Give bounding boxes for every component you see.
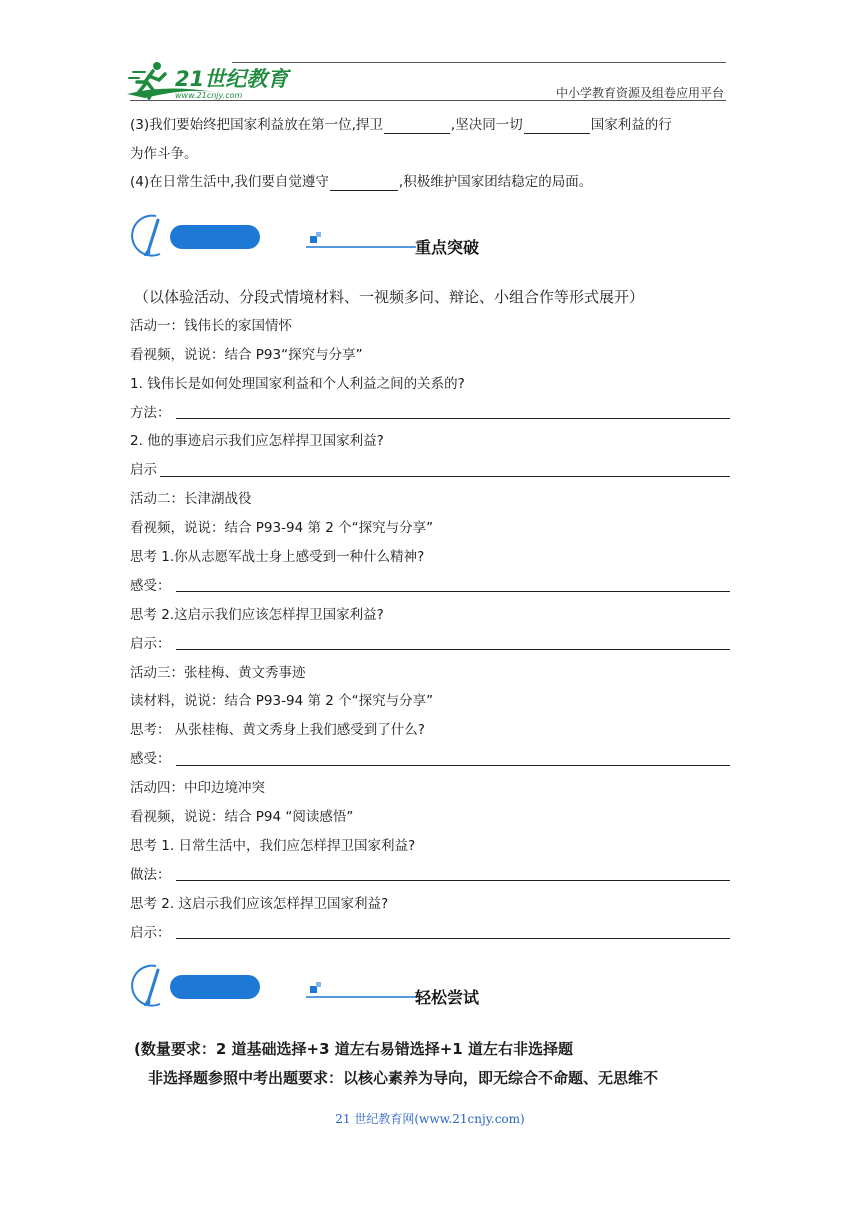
activity-4-instruction: 看视频，说说：结合 P94 “阅读感悟” [130, 809, 354, 825]
intro-item-3-text-c: 国家利益的行 [590, 117, 672, 133]
footer-site[interactable]: 21 世纪教育网(www.21cnjy.com) [335, 1112, 525, 1126]
section-title-practice: 轻松尝试 [415, 988, 480, 1007]
answer-line-practice[interactable] [176, 880, 730, 881]
answer-line-insight-1[interactable] [160, 476, 730, 477]
activity-3-title: 活动三：张桂梅、黄文秀事迹 [130, 665, 306, 681]
activity-1-question-1: 1. 钱伟长是如何处理国家利益和个人利益之间的关系的? [130, 376, 465, 392]
activity-4-title: 活动四：中印边境冲突 [130, 780, 265, 796]
activity-4-insight-label: 启示： [130, 925, 171, 941]
activity-2-instruction: 看视频，说说：结合 P93-94 第 2 个“探究与分享” [130, 520, 434, 536]
activity-3-feeling-label: 感受： [130, 751, 171, 767]
answer-line-insight-4[interactable] [176, 938, 730, 939]
section-banner-icon [128, 962, 428, 1012]
activity-3-question: 思考： 从张桂梅、黄文秀身上我们感受到了什么? [130, 722, 425, 738]
activity-4-question-1: 思考 1. 日常生活中，我们应怎样捍卫国家利益? [130, 838, 416, 854]
section1-note: （以体验活动、分段式情境材料、一视频多问、辩论、小组合作等形式展开） [134, 288, 645, 306]
activity-2-insight-label: 启示： [130, 636, 171, 652]
section-title-key-points: 重点突破 [415, 238, 480, 257]
answer-line-method[interactable] [176, 418, 730, 419]
activity-1-question-2: 2. 他的事迹启示我们应怎样捍卫国家利益? [130, 433, 384, 449]
site-logo [125, 60, 295, 102]
activity-4-question-2: 思考 2. 这启示我们应该怎样捍卫国家利益? [130, 896, 389, 912]
header-top-rule [232, 62, 726, 63]
blank-2[interactable] [524, 119, 590, 134]
section2-quantity-requirement: (数量要求：2 道基础选择+3 道左右易错选择+1 道左右非选择题 [134, 1040, 573, 1058]
intro-item-4-text-a: (4)在日常生活中,我们要自觉遵守 [130, 174, 329, 190]
logo-url: www.21cnjy.com [175, 91, 243, 100]
answer-line-feeling-3[interactable] [176, 765, 730, 766]
intro-item-3-text-a: (3)我们要始终把国家利益放在第一位,捍卫 [130, 117, 383, 133]
section-heading-key-points [128, 212, 488, 262]
activity-3-instruction: 读材料，说说：结合 P93-94 第 2 个“探究与分享” [130, 693, 434, 709]
section-heading-practice [128, 962, 488, 1012]
activity-2-question-2: 思考 2.这启示我们应该怎样捍卫国家利益? [130, 607, 384, 623]
blank-1[interactable] [384, 119, 450, 134]
section2-nonchoice-requirement: 非选择题参照中考出题要求：以核心素养为导向，即无综合不命题、无思维不 [148, 1069, 659, 1087]
answer-line-feeling-2[interactable] [176, 591, 730, 592]
activity-1-insight-label: 启示 [130, 462, 157, 478]
blank-3[interactable] [330, 176, 398, 191]
activity-1-method-label: 方法： [130, 405, 171, 421]
intro-item-3 [130, 116, 672, 134]
section-banner-icon [128, 212, 428, 262]
activity-2-question-1: 思考 1.你从志愿军战士身上感受到一种什么精神? [130, 549, 425, 565]
activity-1-instruction: 看视频，说说：结合 P93“探究与分享” [130, 347, 363, 363]
answer-line-insight-2[interactable] [176, 649, 730, 650]
activity-2-feeling-label: 感受： [130, 578, 171, 594]
intro-item-3-cont: 为作斗争。 [130, 146, 198, 162]
platform-name: 中小学教育资源及组卷应用平台 [555, 86, 724, 100]
intro-item-4-text-b: ,积极维护国家团结稳定的局面。 [398, 174, 593, 190]
activity-1-title: 活动一：钱伟长的家国情怀 [130, 318, 292, 334]
intro-item-3-text-b: ,坚决同一切 [450, 117, 523, 133]
activity-2-title: 活动二：长津湖战役 [130, 491, 252, 507]
intro-item-4 [130, 173, 592, 191]
logo-text: 21世纪教育 [175, 67, 289, 91]
activity-4-practice-label: 做法： [130, 867, 171, 883]
